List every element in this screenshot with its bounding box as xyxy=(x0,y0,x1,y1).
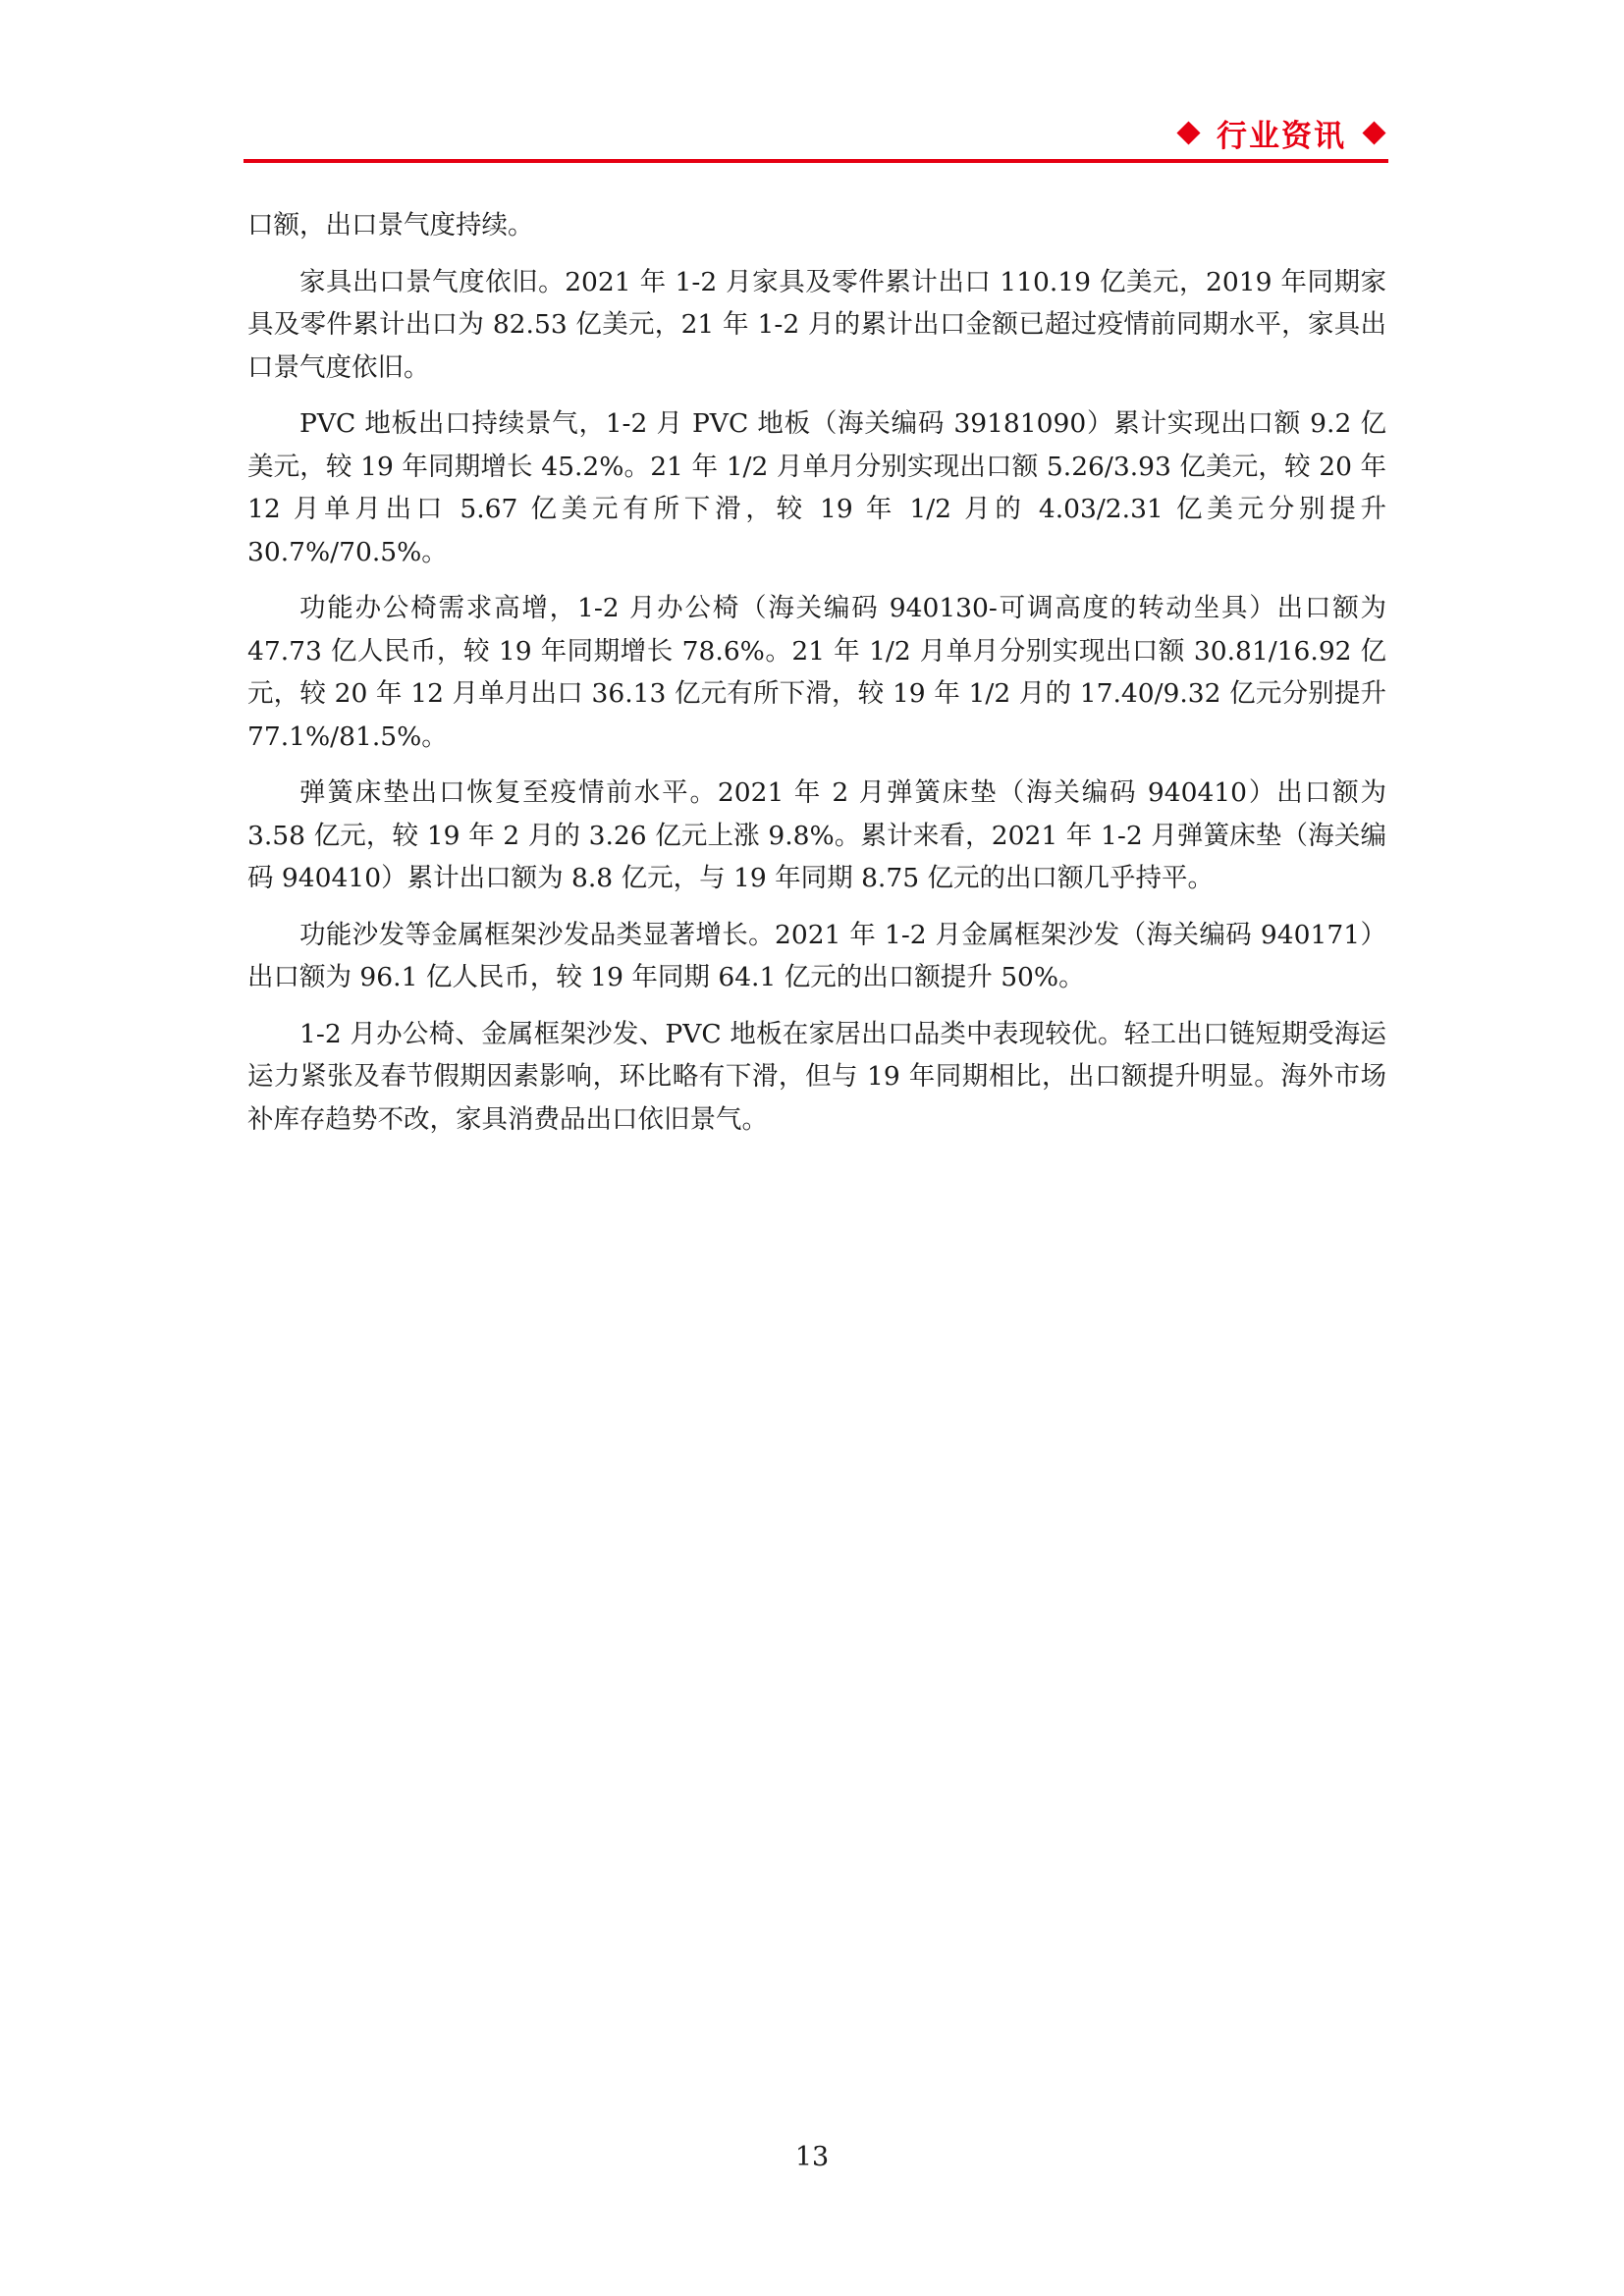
article-body xyxy=(247,204,1386,1154)
paragraph-pvc-flooring: PVC 地板出口持续景气，1-2 月 PVC 地板（海关编码 39181090）累计实现出口额 9.2 亿美元，较 19 年同期增长 45.2%。21 年 1/2 月单月分别实现出口额 5.26/3.93 亿美元，较 20 年 12 月单月出口 5.67 亿美元有所下滑，较 19 年 1/2 月的 4.03/2.31 亿美元分别提升 30.7%/70.5%。 xyxy=(247,408,1386,567)
paragraph-furniture-export: 家具出口景气度依旧。2021 年 1-2 月家具及零件累计出口 110.19 亿美元，2019 年同期家具及零件累计出口为 82.53 亿美元，21 年 1-2 月的累计出口金额已超过疫情前同期水平，家具出口景气度依旧。 xyxy=(247,266,1386,383)
paragraph-office-chair: 功能办公椅需求高增，1-2 月办公椅（海关编码 940130-可调高度的转动坐具）出口额为 47.73 亿人民币，较 19 年同期增长 78.6%。21 年 1/2 月单月分别实现出口额 30.81/16.92 亿元，较 20 年 12 月单月出口 36.13 亿元有所下滑，较 19 年 1/2 月的 17.40/9.32 亿元分别提升 77.1%/81.5%。 xyxy=(247,593,1386,752)
paragraph-continuation: 口额，出口景气度持续。 xyxy=(247,210,534,240)
section-header xyxy=(1174,110,1388,155)
paragraph-summary: 1-2 月办公椅、金属框架沙发、PVC 地板在家居出口品类中表现较优。轻工出口链短期受海运运力紧张及春节假期因素影响，环比略有下滑，但与 19 年同期相比，出口额提升明显。海外市场补库存趋势不改，家具消费品出口依旧景气。 xyxy=(247,1018,1386,1135)
diamond-icon xyxy=(1362,121,1385,144)
paragraph-spring-mattress: 弹簧床垫出口恢复至疫情前水平。2021 年 2 月弹簧床垫（海关编码 940410）出口额为 3.58 亿元，较 19 年 2 月的 3.26 亿元上涨 9.8%。累计来看，2021 年 1-2 月弹簧床垫（海关编码 940410）累计出口额为 8.8 亿元，与 19 年同期 8.75 亿元的出口额几乎持平。 xyxy=(247,777,1386,893)
page-number: 13 xyxy=(794,2142,830,2172)
diamond-icon xyxy=(1176,121,1200,144)
header-divider xyxy=(244,159,1388,163)
section-title: 行业资讯 xyxy=(1217,118,1346,154)
paragraph-metal-frame-sofa: 功能沙发等金属框架沙发品类显著增长。2021 年 1-2 月金属框架沙发（海关编码 940171）出口额为 96.1 亿人民币，较 19 年同期 64.1 亿元的出口额提升 50%。 xyxy=(247,919,1386,992)
